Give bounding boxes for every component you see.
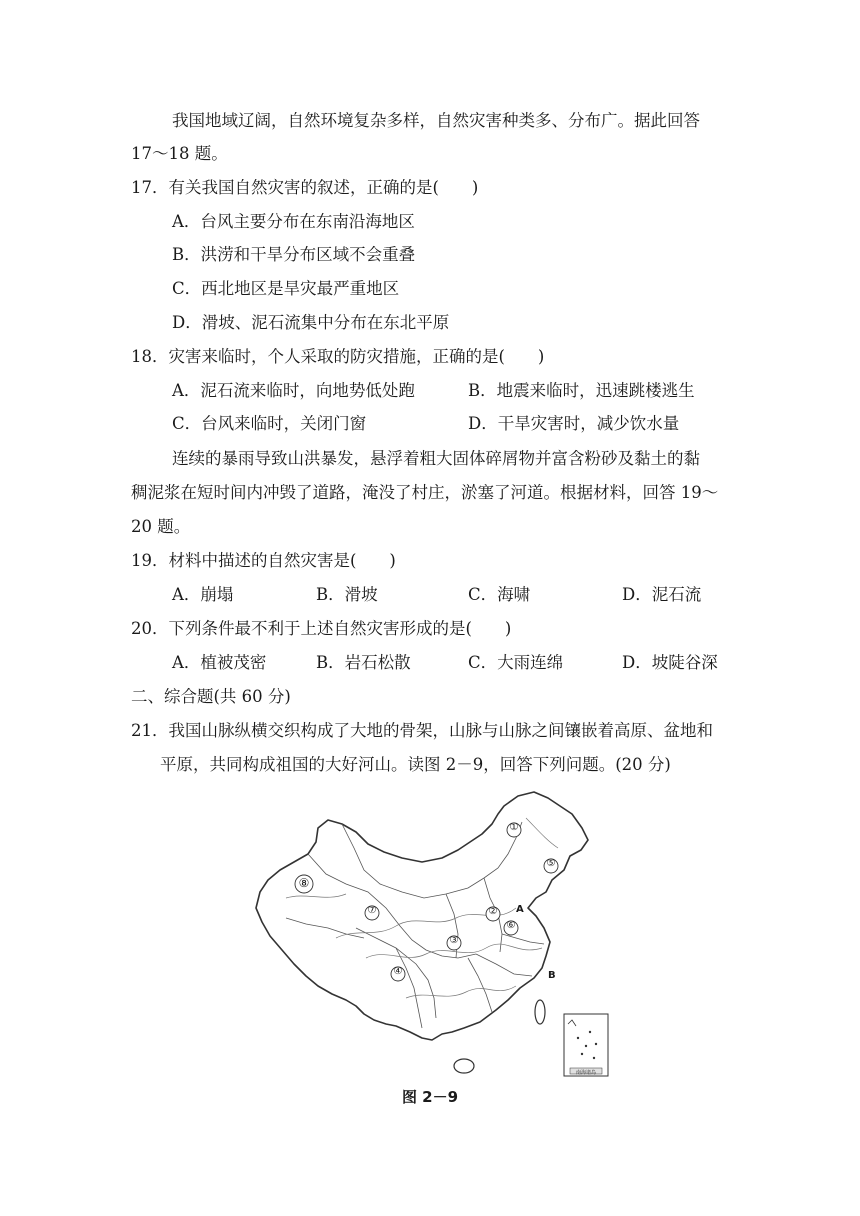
question-20-option-d: D．坡陡谷深 xyxy=(622,653,718,672)
question-21-stem-line: 21．我国山脉纵横交织构成了大地的骨架，山脉与山脉之间镶嵌着高原、盆地和 xyxy=(131,721,713,740)
map-label-3: ③ xyxy=(449,935,459,946)
intro-paragraph-line: 连续的暴雨导致山洪暴发，悬浮着粗大固体碎屑物并富含粉砂及黏土的黏 xyxy=(172,449,700,468)
question-18-option-b: B．地震来临时，迅速跳楼逃生 xyxy=(468,381,695,400)
intro-paragraph-line: 17～18 题。 xyxy=(131,144,228,163)
map-label-5: ⑤ xyxy=(546,858,556,869)
intro-paragraph-line: 20 题。 xyxy=(131,517,191,536)
question-17-option-b: B．洪涝和干旱分布区域不会重叠 xyxy=(172,245,416,264)
figure-caption: 图 2－9 xyxy=(401,1088,459,1106)
question-20-stem: 20．下列条件最不利于上述自然灾害形成的是( ) xyxy=(131,619,512,638)
map-label-a: A xyxy=(516,904,524,915)
question-18-option-c: C．台风来临时，关闭门窗 xyxy=(172,414,367,433)
question-17-option-d: D．滑坡、泥石流集中分布在东北平原 xyxy=(172,313,450,332)
question-19-option-b: B．滑坡 xyxy=(316,585,378,604)
question-18-stem: 18．灾害来临时，个人采取的防灾措施，正确的是( ) xyxy=(131,347,545,366)
map-label-6: ⑥ xyxy=(506,920,516,931)
question-20-option-a: A．植被茂密 xyxy=(172,653,267,672)
map-label-4: ④ xyxy=(393,966,403,977)
question-19-option-c: C．海啸 xyxy=(468,585,531,604)
intro-paragraph-line: 稠泥浆在短时间内冲毁了道路，淹没了村庄，淤塞了河道。根据材料，回答 19～ xyxy=(131,483,719,502)
question-19-option-d: D．泥石流 xyxy=(622,585,702,604)
intro-paragraph-line: 我国地域辽阔，自然环境复杂多样，自然灾害种类多、分布广。据此回答 xyxy=(172,111,700,130)
map-label-7: ⑦ xyxy=(367,905,377,916)
china-map xyxy=(246,788,618,1080)
question-18-option-d: D．干旱灾害时，减少饮水量 xyxy=(468,414,680,433)
question-19-option-a: A．崩塌 xyxy=(172,585,234,604)
question-17-option-a: A．台风主要分布在东南沿海地区 xyxy=(172,212,415,231)
question-20-option-c: C．大雨连绵 xyxy=(468,653,564,672)
map-label-b: B xyxy=(548,970,556,981)
section-heading: 二、综合题(共 60 分) xyxy=(131,687,291,706)
question-20-option-b: B．岩石松散 xyxy=(316,653,411,672)
map-label-2: ② xyxy=(488,906,498,917)
question-17-stem: 17．有关我国自然灾害的叙述，正确的是( ) xyxy=(131,178,479,197)
question-17-option-c: C．西北地区是旱灾最严重地区 xyxy=(172,279,400,298)
china-map-figure xyxy=(246,788,618,1080)
map-inset-label: 南海诸岛 xyxy=(575,1070,596,1076)
map-label-1: ① xyxy=(509,822,519,833)
question-18-option-a: A．泥石流来临时，向地势低处跑 xyxy=(172,381,415,400)
question-19-stem: 19．材料中描述的自然灾害是( ) xyxy=(131,551,396,570)
map-label-8: ⑧ xyxy=(298,876,310,890)
question-21-stem-line: 平原，共同构成祖国的大好河山。读图 2－9，回答下列问题。(20 分) xyxy=(160,755,671,774)
